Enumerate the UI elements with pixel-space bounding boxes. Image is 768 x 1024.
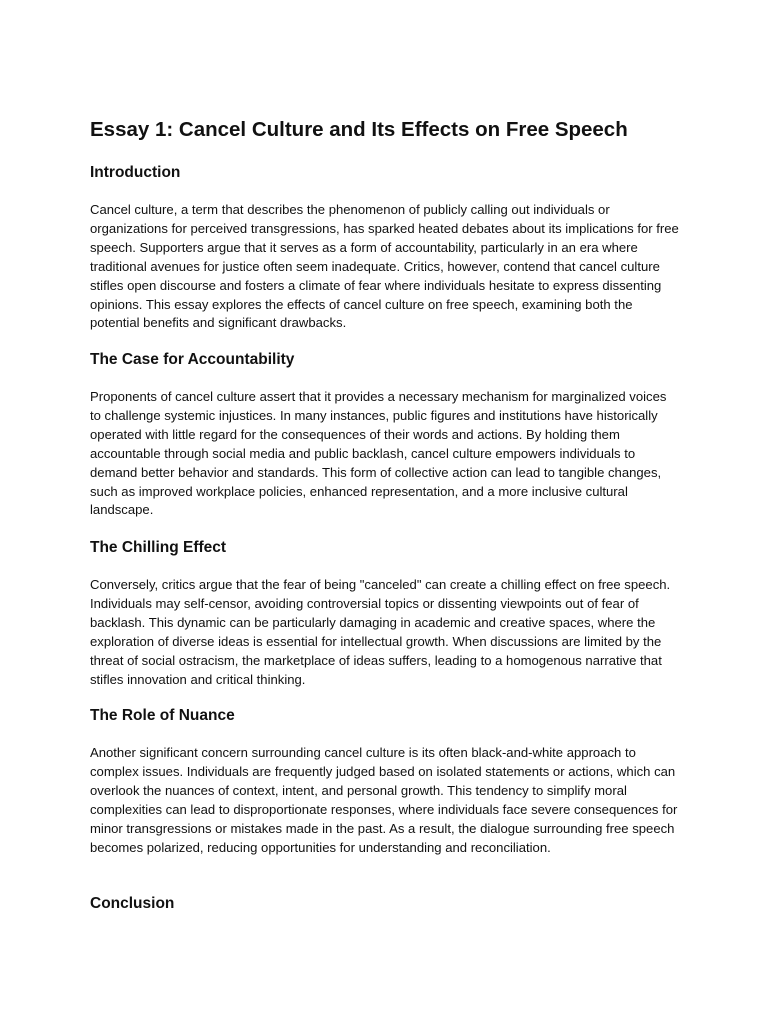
section-heading-introduction: Introduction: [90, 164, 181, 181]
section-heading-conclusion: Conclusion: [90, 895, 175, 912]
section-body-accountability: Proponents of cancel culture assert that it provides a necessary mechanism for marginalized voices to challenge systemic injustices. In many instances, public figures and institutions have historically operated with little regard for the consequences of their words and actions. By holding them accountable through social media and public backlash, cancel culture empowers individuals to demand better behavior and standards. This form of collective action can lead to tangible changes, such as improved workplace policies, enhanced representation, and a more inclusive cultural landscape.: [90, 389, 667, 518]
section-body-chilling-effect: Conversely, critics argue that the fear of being "canceled" can create a chilling effect on free speech. Individuals may self-censor, avoiding controversial topics or dissenting viewpoints out of fear of backlash. This dynamic can be particularly damaging in academic and creative spaces, where the exploration of diverse ideas is essential for intellectual growth. When discussions are limited by the threat of social ostracism, the marketplace of ideas suffers, leading to a homogenous narrative that stifles innovation and critical thinking.: [90, 577, 671, 687]
section-body-nuance: Another significant concern surrounding cancel culture is its often black-and-white approach to complex issues. Individuals are frequently judged based on isolated statements or actions, which can overlook the nuances of context, intent, and personal growth. This tendency to simplify moral complexities can lead to disproportionate responses, where individuals face severe consequences for minor transgressions or mistakes made in the past. As a result, the dialogue surrounding free speech becomes polarized, reducing opportunities for understanding and reconciliation.: [90, 745, 678, 855]
section-heading-accountability: The Case for Accountability: [90, 351, 295, 368]
section-heading-nuance: The Role of Nuance: [90, 707, 235, 724]
document-title: Essay 1: Cancel Culture and Its Effects on Free Speech: [90, 118, 628, 141]
section-body-introduction: Cancel culture, a term that describes the phenomenon of publicly calling out individuals or organizations for perceived transgressions, has sparked heated debates about its implications for free speech. Supporters argue that it serves as a form of accountability, particularly in an era where traditional avenues for justice often seem inadequate. Critics, however, contend that cancel culture stifles open discourse and fosters a climate of fear where individuals hesitate to express dissenting opinions. This essay explores the effects of cancel culture on free speech, examining both the potential benefits and significant drawbacks.: [90, 202, 679, 331]
section-heading-chilling-effect: The Chilling Effect: [90, 539, 227, 556]
